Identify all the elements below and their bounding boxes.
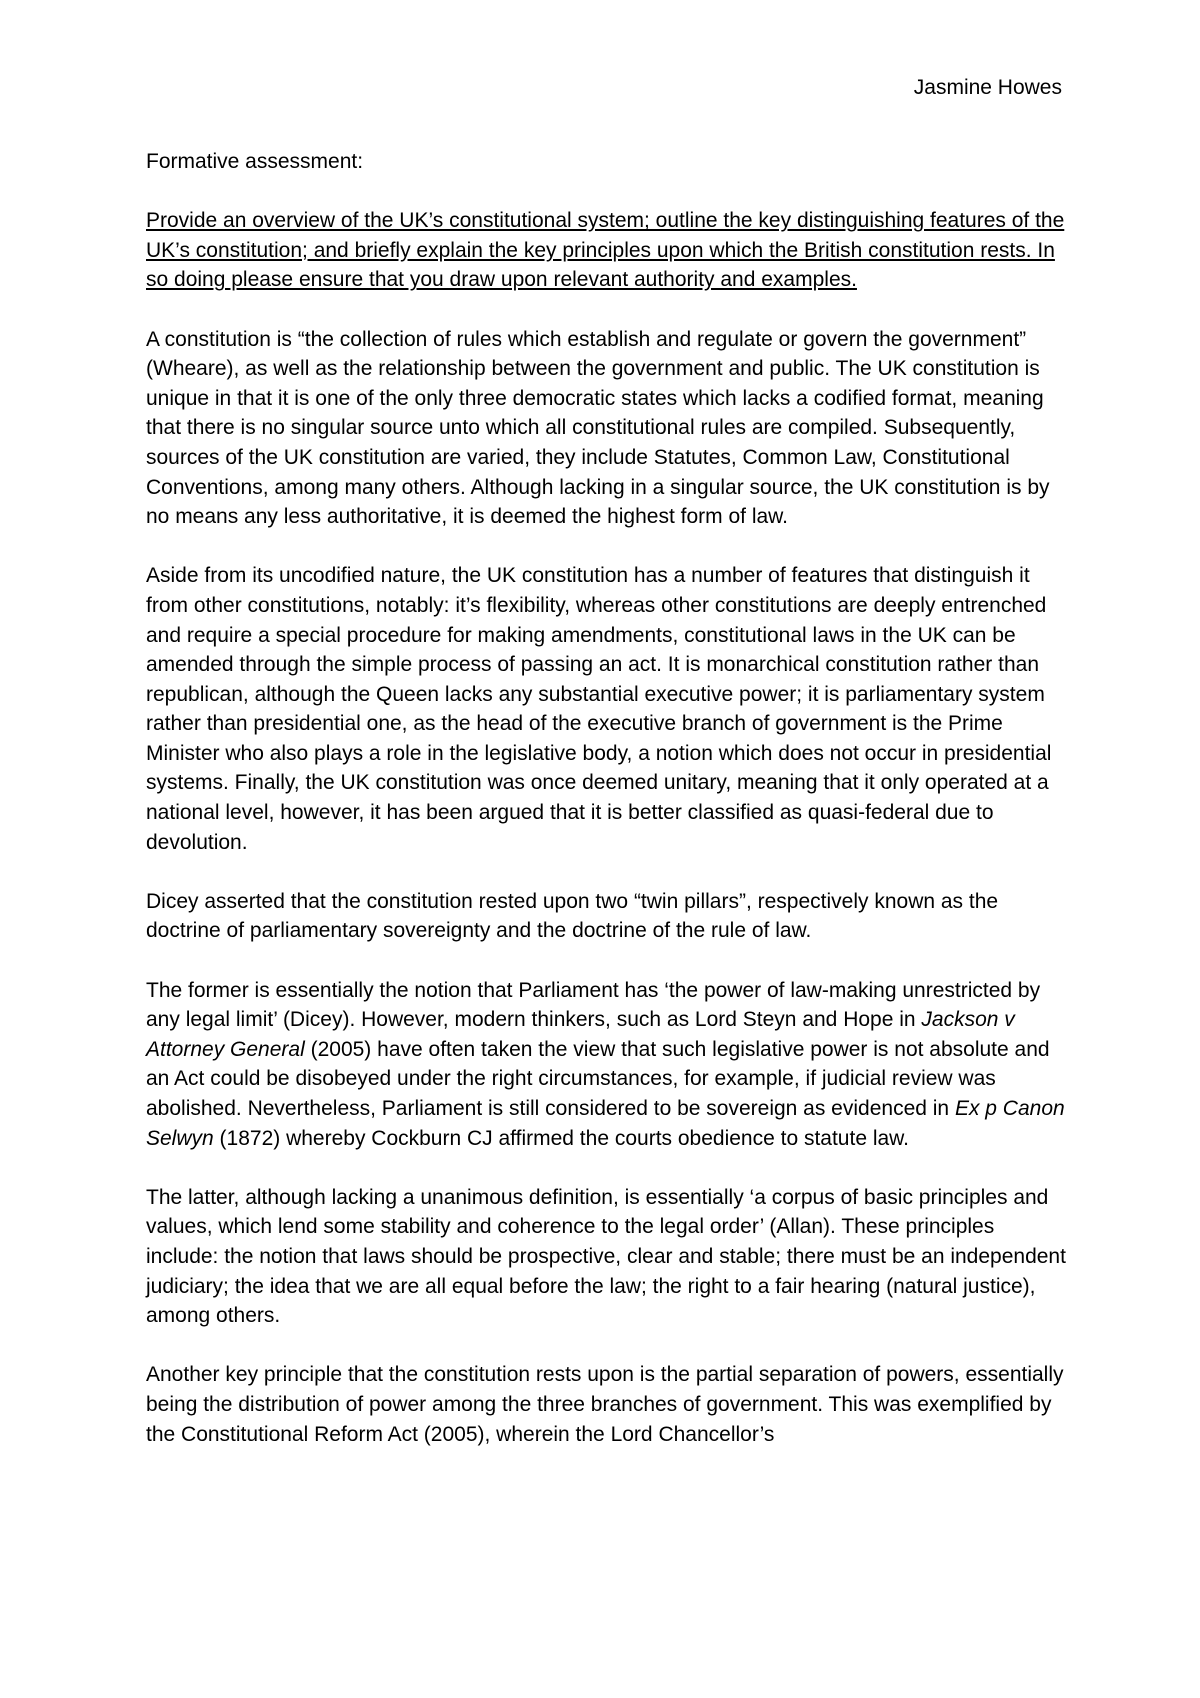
paragraph-features: Aside from its uncodified nature, the UK constitution has a number of features that distinguish it from other constitutions, notably: it’s flexibility, whereas other constitutions are deeply entrenched and require a special procedure for making amendments, constitutional laws in the UK can be amended through the simple process of passing an act. It is monarchical constitution rather than republican, although the Queen lacks any substantial executive power; it is parliamentary system rather than presidential one, as the head of the executive branch of government is the Prime Minister who also plays a role in the legislative body, a notion which does not occur in presidential systems. Finally, the UK constitution was once deemed unitary, meaning that it only operated at a national level, however, it has been argued that it is better classified as quasi-federal due to devolution. [146,564,1052,854]
sovereignty-text-b: (2005) have often taken the view that such legislative power is not absolute and an Act could be disobeyed under the right circumstances, for example, if judicial review was abolished. Nevertheless, Parliament is still considered to be sovereign as evidenced in [146,1037,1050,1120]
sovereignty-text-c: (1872) whereby Cockburn CJ affirmed the courts obedience to statute law. [213,1126,910,1150]
document-body [146,147,1066,1479]
paragraph-twin-pillars: Dicey asserted that the constitution rested upon two “twin pillars”, respectively known as the doctrine of parliamentary sovereignty and the doctrine of the rule of law. [146,889,999,943]
assessment-question: Provide an overview of the UK’s constitutional system; outline the key distinguishing features of the UK’s constitution; and briefly explain the key principles upon which the British constitution rests. In so doing please ensure that you draw upon relevant authority and examples. [146,209,1065,292]
sovereignty-text-a: The former is essentially the notion that Parliament has ‘the power of law-making unrestricted by any legal limit’ (Dicey). However, modern thinkers, such as Lord Steyn and Hope in [146,978,1041,1032]
case-citation-selwyn: Ex p Canon Selwyn [146,1097,1065,1150]
paragraph-rule-of-law: The latter, although lacking a unanimous definition, is essentially ‘a corpus of basic principles and values, which lend some stability and coherence to the legal order’ (Allan). These principles include: the notion that laws should be prospective, clear and stable; there must be an independent judiciary; the idea that we are all equal before the law; the right to a fair hearing (natural justice), among others. [146,1185,1066,1328]
case-citation-jackson: Jackson v Attorney General [146,1008,1015,1061]
paragraph-parliamentary-sovereignty [146,976,1066,1154]
paragraph-definition: A constitution is “the collection of rules which establish and regulate or govern the government” (Wheare), as well as the relationship between the government and public. The UK constitution is unique in that it is one of the only three democratic states which lacks a codified format, meaning that there is no singular source unto which all constitutional rules are compiled. Subsequently, sources of the UK constitution are varied, they include Statutes, Common Law, Constitutional Conventions, among many others. Although lacking in a singular source, the UK constitution is by no means any less authoritative, it is deemed the highest form of law. [146,327,1050,529]
author-name: Jasmine Howes [913,76,1062,99]
paragraph-separation-of-powers: Another key principle that the constitution rests upon is the partial separation of powers, essentially being the distribution of power among the three branches of government. This was exemplified by the Constitutional Reform Act (2005), wherein the Lord Chancellor’s [146,1363,1064,1446]
assessment-heading: Formative assessment: [146,150,364,173]
